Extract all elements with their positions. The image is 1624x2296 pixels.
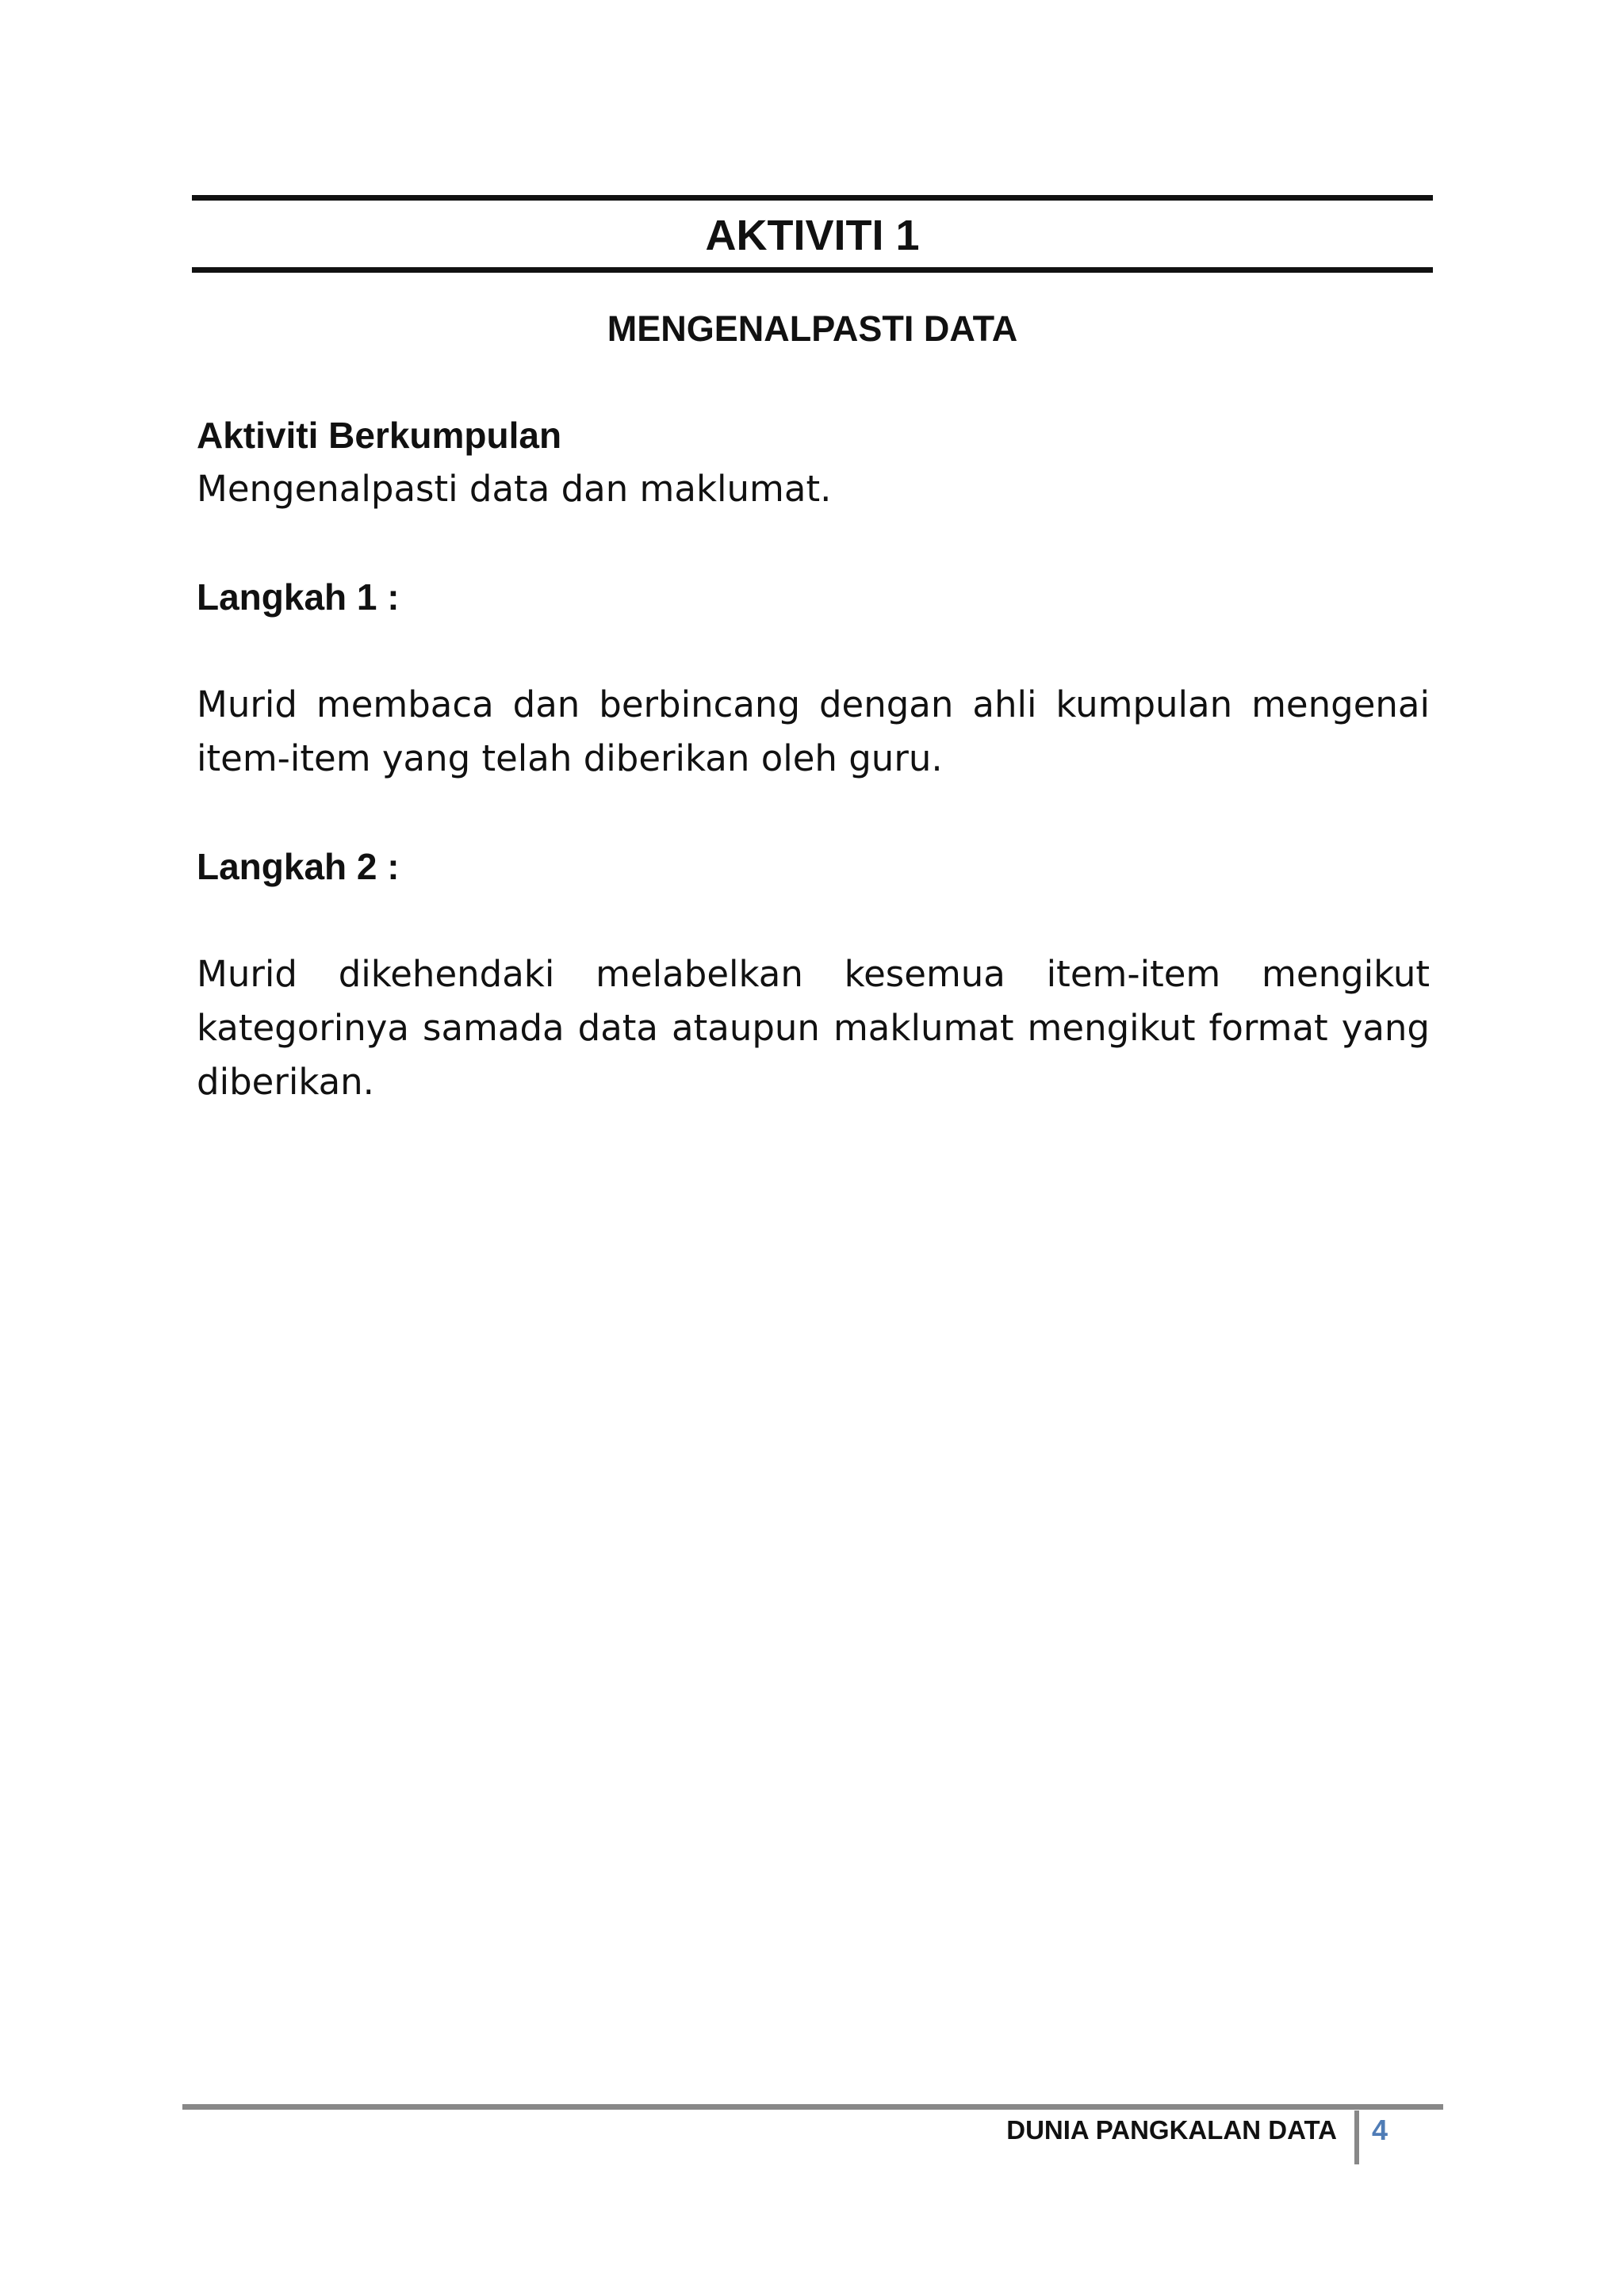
title-top-rule bbox=[192, 195, 1433, 201]
step-2-text: Murid dikehendaki melabelkan kesemua item-item mengikut kategorinya samada data ataupun maklumat mengikut format yang diberikan. bbox=[197, 953, 1430, 1103]
page-number: 4 bbox=[1372, 2114, 1388, 2146]
activity-description: Mengenalpasti data dan maklumat. bbox=[197, 468, 832, 510]
page-subtitle: MENGENALPASTI DATA bbox=[607, 308, 1018, 349]
activity-type-heading: Aktiviti Berkumpulan bbox=[197, 415, 562, 456]
title-bottom-rule bbox=[192, 267, 1433, 273]
step-1-text: Murid membaca dan berbincang dengan ahli kumpulan mengenai item-item yang telah diberikan oleh guru. bbox=[197, 683, 1430, 779]
footer-title: DUNIA PANGKALAN DATA bbox=[1006, 2115, 1337, 2145]
footer-rule bbox=[182, 2104, 1443, 2110]
step-1-label: Langkah 1 : bbox=[197, 576, 400, 618]
step-2-label: Langkah 2 : bbox=[197, 846, 400, 887]
footer-divider bbox=[1354, 2110, 1359, 2164]
page-title: AKTIVITI 1 bbox=[705, 212, 920, 259]
activity-content bbox=[197, 408, 1430, 1109]
